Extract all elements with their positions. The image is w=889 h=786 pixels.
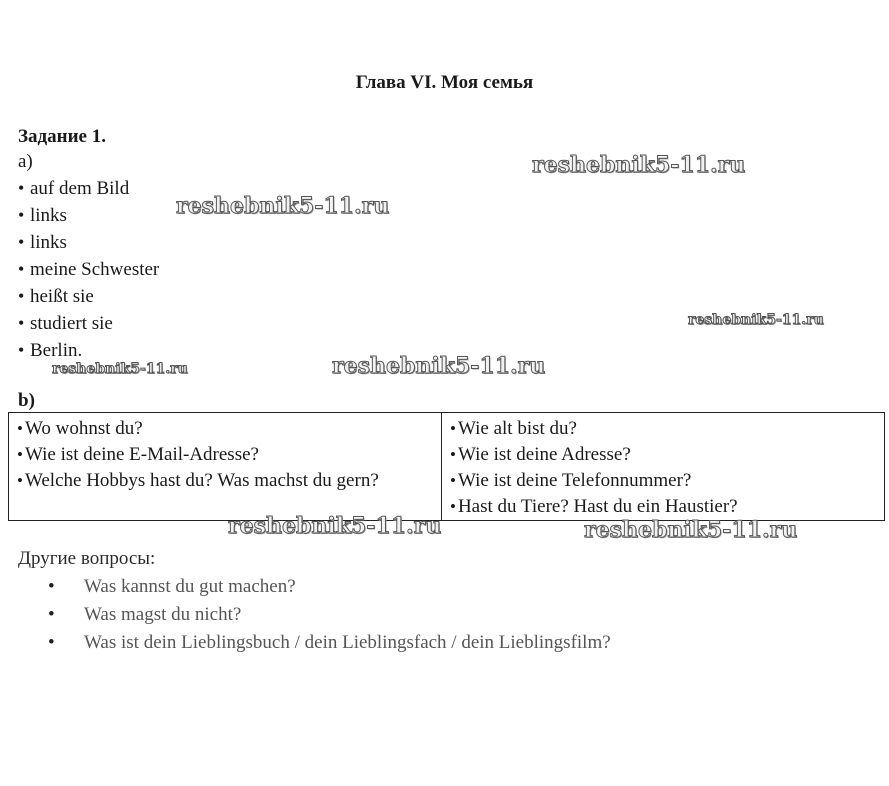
watermark: reshebnik5-11.ru: [176, 193, 390, 219]
list-item: • heißt sie: [18, 284, 159, 311]
list-item: • Was magst du nicht?: [48, 603, 611, 631]
part-a-answer-list: [18, 176, 159, 365]
list-item: • links: [18, 230, 159, 257]
question-item: • Wie ist deine Telefonnummer?: [450, 468, 876, 494]
watermark: reshebnik5-11.ru: [228, 513, 442, 539]
part-b-label: b): [18, 390, 35, 411]
question-item: • Wo wohnst du?: [17, 416, 433, 442]
list-item: • Was ist dein Lieblingsbuch / dein Lieblingsfach / dein Lieblingsfilm?: [48, 631, 611, 659]
list-item: • Was kannst du gut machen?: [48, 575, 611, 603]
watermark: reshebnik5-11.ru: [332, 353, 546, 379]
part-a-label: a): [18, 151, 33, 172]
question-item: • Hast du Tiere? Hast du ein Haustier?: [450, 494, 876, 520]
questions-left-cell: [9, 413, 442, 521]
question-item: • Wie ist deine E-Mail-Adresse?: [17, 442, 433, 468]
other-questions-list: [48, 575, 611, 659]
watermark: reshebnik5-11.ru: [584, 517, 798, 543]
list-item: • auf dem Bild: [18, 176, 159, 203]
task-title: Задание 1.: [18, 126, 106, 147]
page-title: Глава VI. Моя семья: [355, 72, 534, 93]
list-item: • studiert sie: [18, 311, 159, 338]
question-item: • Wie alt bist du?: [450, 416, 876, 442]
other-questions-title: Другие вопросы:: [18, 548, 156, 569]
questions-right-cell: [442, 413, 885, 521]
list-item: • Berlin.: [18, 338, 159, 365]
watermark: reshebnik5-11.ru: [52, 361, 188, 377]
table-row: [9, 413, 885, 521]
watermark: reshebnik5-11.ru: [532, 152, 746, 178]
question-item: • Welche Hobbys hast du? Was machst du gern?: [17, 468, 433, 494]
questions-table: [8, 412, 885, 521]
list-item: • links: [18, 203, 159, 230]
list-item: • meine Schwester: [18, 257, 159, 284]
watermark: reshebnik5-11.ru: [688, 312, 824, 328]
question-item: • Wie ist deine Adresse?: [450, 442, 876, 468]
